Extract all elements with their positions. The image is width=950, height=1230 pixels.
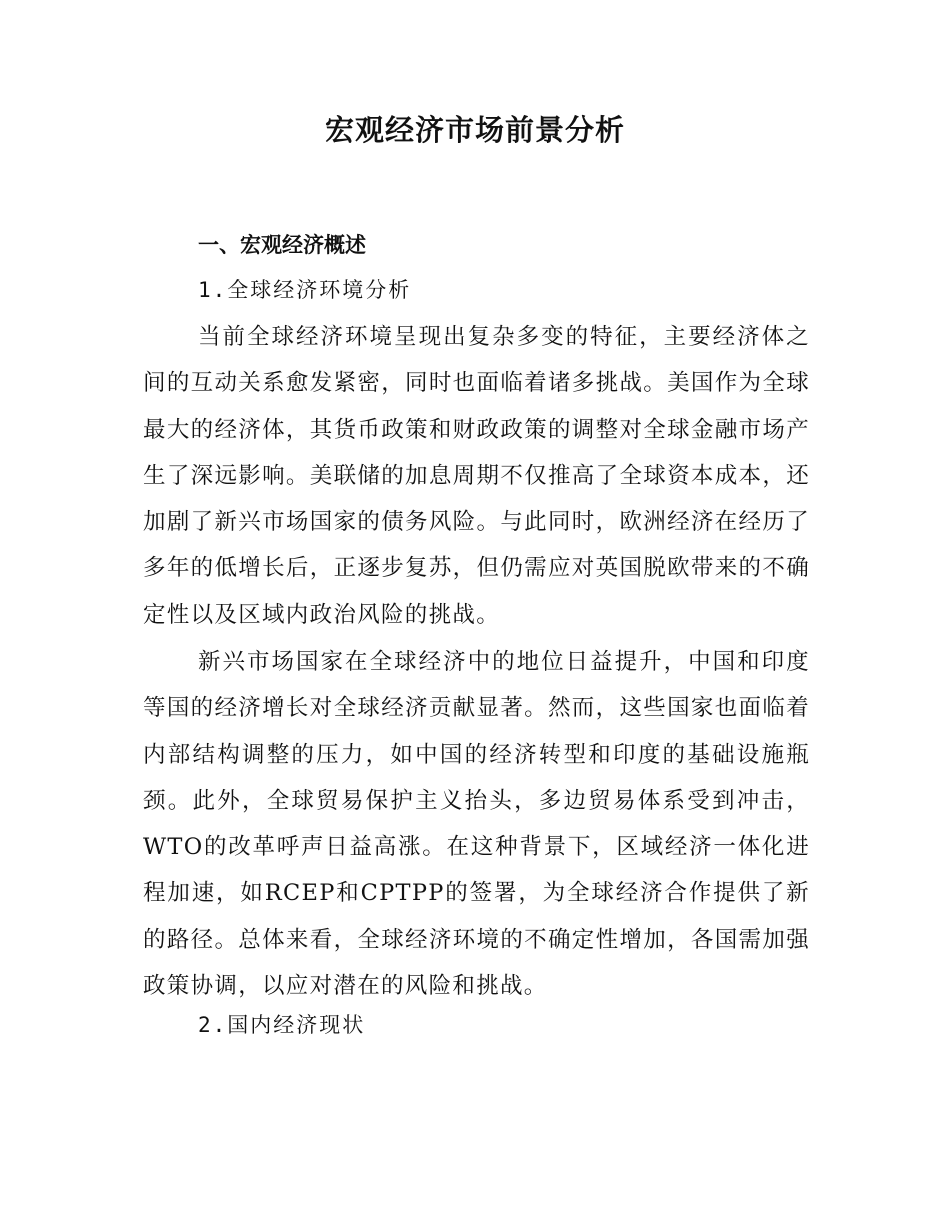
body-paragraph-1: 当前全球经济环境呈现出复杂多变的特征，主要经济体之间的互动关系愈发紧密，同时也面临着诸多挑战。美国作为全球最大的经济体，其货币政策和财政政策的调整对全球金融市场产生了深远影响。美联储的加息周期不仅推高了全球资本成本，还加剧了新兴市场国家的债务风险。与此同时，欧洲经济在经历了多年的低增长后，正逐步复苏，但仍需应对英国脱欧带来的不确定性以及区域内政治风险的挑战。: [143, 324, 810, 628]
body-paragraph-2: 新兴市场国家在全球经济中的地位日益提升，中国和印度等国的经济增长对全球经济贡献显著。然而，这些国家也面临着内部结构调整的压力，如中国的经济转型和印度的基础设施瓶颈。此外，全球贸易保护主义抬头，多边贸易体系受到冲击，WTO的改革呼声日益高涨。在这种背景下，区域经济一体化进程加速，如RCEP和CPTPP的签署，为全球经济合作提供了新的路径。总体来看，全球经济环境的不确定性增加，各国需加强政策协调，以应对潜在的风险和挑战。: [143, 649, 810, 1000]
page-title: 宏观经济市场前景分析: [324, 113, 625, 147]
section-heading-macro-overview: 一、宏观经济概述: [198, 233, 366, 257]
subsection-heading-domestic-economy: 2.国内经济现状: [198, 1013, 366, 1037]
subsection-heading-global-economy: 1.全球经济环境分析: [198, 278, 412, 302]
